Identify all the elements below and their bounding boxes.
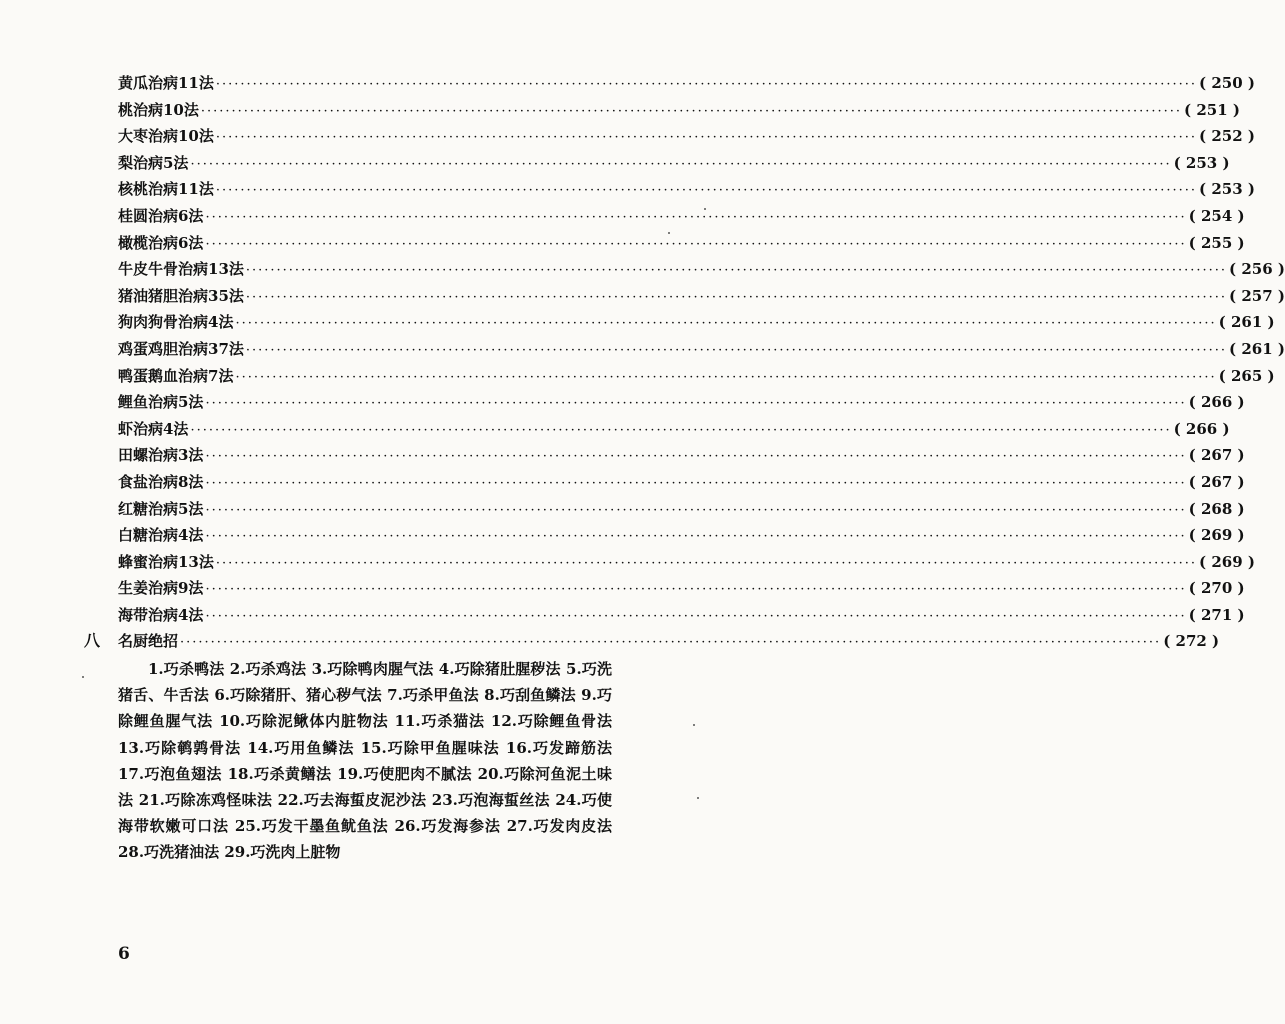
chapter-page: ( 272 ): [1163, 632, 1220, 651]
dot-leader: ································································································································································: [235, 316, 1217, 332]
toc-entry-title: 桃治病10法: [118, 100, 199, 119]
toc-entry-page: ( 265 ): [1218, 366, 1275, 385]
toc-entry-title: 牛皮牛骨治病13法: [118, 260, 244, 279]
dot-leader: ································································································································································: [205, 608, 1187, 624]
print-speck: [697, 797, 699, 799]
toc-entry-title: 黄瓜治病11法: [118, 74, 214, 92]
toc-entry-page: ( 267 ): [1188, 472, 1245, 491]
dot-leader: ································································································································································: [200, 103, 1183, 119]
toc-entry-page: ( 261 ): [1229, 339, 1285, 358]
toc-entry: [118, 203, 1245, 230]
toc-entry-title: 桂圆治病6法: [118, 206, 204, 225]
toc-entry-page: ( 261 ): [1218, 313, 1275, 332]
chapter-contents-list: [118, 656, 612, 866]
print-speck: [82, 676, 84, 678]
dot-leader: ································································································································································: [205, 475, 1187, 491]
print-speck: [668, 232, 670, 234]
dot-leader: ································································································································································: [190, 422, 1172, 438]
toc-entry: [118, 442, 1245, 469]
toc-entry-title: 梨治病5法: [118, 153, 189, 172]
toc-entry-title: 海带治病4法: [118, 605, 204, 624]
toc-entry: [118, 496, 1245, 523]
toc-entry-title: 虾治病4法: [118, 419, 189, 438]
dot-leader: ································································································································································: [205, 209, 1187, 225]
toc-entry-page: ( 257 ): [1229, 286, 1285, 305]
toc-entry-title: 猪油猪胆治病35法: [118, 286, 244, 305]
table-of-contents: [84, 70, 1285, 655]
dot-leader: ································································································································································: [190, 156, 1172, 172]
toc-entry: [118, 176, 1255, 203]
toc-entry-title: 红糖治病5法: [118, 499, 204, 518]
toc-entry: [118, 363, 1275, 390]
dot-leader: ································································································································································: [235, 369, 1217, 385]
dot-leader: ································································································································································: [215, 77, 1198, 92]
dot-leader: ································································································································································: [245, 342, 1228, 358]
toc-entry: [118, 256, 1285, 283]
print-speck: [704, 208, 706, 210]
toc-entry-title: 白糖治病4法: [118, 526, 204, 545]
dot-leader: ································································································································································: [215, 183, 1198, 199]
toc-entry-title: 蜂蜜治病13法: [118, 552, 214, 571]
toc-entry-title: 生姜治病9法: [118, 579, 204, 598]
page-number: 6: [118, 944, 130, 964]
dot-leader: ································································································································································: [205, 449, 1187, 465]
toc-entry: [118, 575, 1245, 602]
toc-entry: [118, 416, 1230, 443]
dot-leader: ································································································································································: [205, 582, 1187, 598]
dot-leader: ································································································································································: [205, 236, 1187, 252]
toc-entry: [118, 389, 1245, 416]
toc-entry: [118, 230, 1245, 257]
toc-entry: [118, 283, 1285, 310]
toc-entry-page: ( 256 ): [1229, 260, 1285, 279]
contents-paragraph: 1.巧杀鸭法 2.巧杀鸡法 3.巧除鸭肉腥气法 4.巧除猪肚腥秽法 5.巧洗猪舌、牛舌法 6.巧除猪肝、猪心秽气法 7.巧杀甲鱼法 8.巧刮鱼鳞法 9.巧除鲤鱼腥气法 10.巧除泥鳅体内脏物法 11.巧杀猫法 12.巧除鲤鱼骨法 13.巧除鹌鹑骨法 14.巧用鱼鳞法 15.巧除甲鱼腥味法 16.巧发蹄筋法 17.巧泡鱼翅法 18.巧杀黄鳝法 19.巧使肥肉不腻法 20.巧除河鱼泥土味法 21.巧除冻鸡怪味法 22.巧去海蜇皮泥沙法 23.巧泡海蜇丝法 24.巧使海带软嫩可口法 25.巧发干墨鱼鱿鱼法 26.巧发海参法 27.巧发肉皮法 28.巧洗猪油法 29.巧洗肉上脏物: [118, 660, 612, 862]
toc-entry-page: ( 255 ): [1188, 233, 1245, 252]
toc-entry-title: 田螺治病3法: [118, 446, 204, 465]
toc-entry: [118, 150, 1230, 177]
dot-leader: ································································································································································: [180, 635, 1162, 651]
toc-entry: [118, 549, 1255, 576]
chapter-number: 八: [84, 631, 101, 651]
toc-entry: [118, 336, 1285, 363]
dot-leader: ································································································································································: [205, 396, 1187, 412]
print-speck: [693, 724, 695, 726]
toc-entry: [118, 97, 1240, 124]
toc-entry-title: 橄榄治病6法: [118, 233, 204, 252]
toc-entry-title: 鸭蛋鹅血治病7法: [118, 366, 234, 385]
dot-leader: ································································································································································: [245, 289, 1228, 305]
toc-entry-title: 狗肉狗骨治病4法: [118, 313, 234, 332]
dot-leader: ································································································································································: [205, 502, 1187, 518]
toc-entry-page: ( 253 ): [1173, 153, 1230, 172]
toc-entry: [118, 522, 1245, 549]
toc-entry: [118, 70, 1255, 97]
toc-entry-title: 大枣治病10法: [118, 127, 214, 146]
toc-entry-page: ( 266 ): [1173, 419, 1230, 438]
toc-entry-page: ( 267 ): [1188, 446, 1245, 465]
toc-entry-page: ( 269 ): [1199, 552, 1255, 571]
dot-leader: ································································································································································: [205, 529, 1187, 545]
dot-leader: ································································································································································: [215, 130, 1198, 146]
toc-entry-page: ( 252 ): [1199, 127, 1255, 146]
toc-entry-page: ( 268 ): [1188, 499, 1245, 518]
toc-entry-page: ( 270 ): [1188, 579, 1245, 598]
toc-entry-page: ( 254 ): [1188, 206, 1245, 225]
toc-entry: [118, 309, 1275, 336]
chapter-title: 名厨绝招: [118, 632, 179, 651]
toc-entry-title: 鸡蛋鸡胆治病37法: [118, 339, 244, 358]
toc-entry-page: ( 250 ): [1199, 74, 1255, 92]
toc-entry-title: 食盐治病8法: [118, 472, 204, 491]
toc-entry-title: 核桃治病11法: [118, 180, 214, 199]
dot-leader: ································································································································································: [215, 555, 1198, 571]
toc-chapter-entry: [84, 628, 1220, 655]
toc-entry-title: 鲤鱼治病5法: [118, 393, 204, 412]
toc-entry: [118, 602, 1245, 629]
toc-entry-page: ( 269 ): [1188, 526, 1245, 545]
toc-entry-page: ( 253 ): [1199, 180, 1255, 199]
toc-entry: [118, 469, 1245, 496]
toc-entry-page: ( 251 ): [1184, 100, 1240, 119]
toc-entry-page: ( 266 ): [1188, 393, 1245, 412]
toc-entry-page: ( 271 ): [1188, 605, 1245, 624]
toc-entry: [118, 123, 1255, 150]
dot-leader: ································································································································································: [245, 263, 1228, 279]
